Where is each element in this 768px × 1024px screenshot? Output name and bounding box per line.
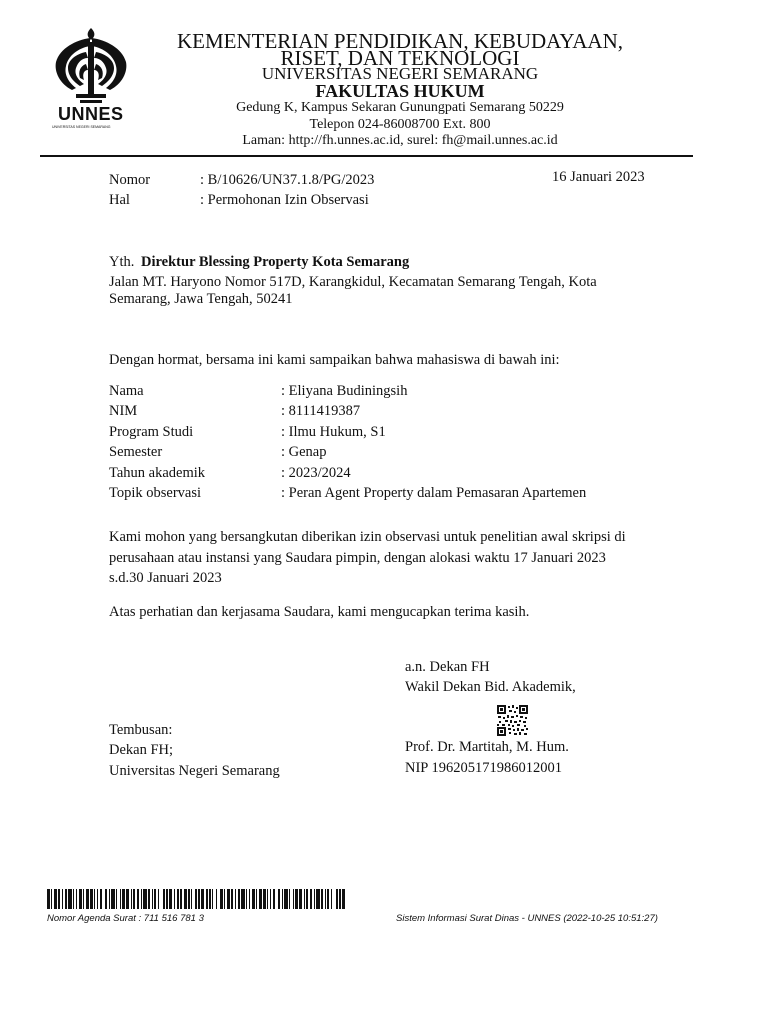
barcode-bar [180, 889, 182, 909]
barcode-bar [90, 889, 93, 909]
barcode-bar [83, 889, 84, 909]
student-row [109, 424, 193, 441]
barcode-bar [256, 889, 257, 909]
barcode-bar [273, 889, 275, 909]
barcode-bar [198, 889, 200, 909]
ministry-line-2: RISET, DAN TEKNOLOGI [280, 46, 520, 70]
barcode-bar [278, 889, 280, 909]
recipient-address-1: Jalan MT. Haryono Nomor 517D, Karangkidul, Kecamatan Semarang Tengah, Kota [109, 274, 597, 290]
barcode-bar [188, 889, 190, 909]
barcode-bar [310, 889, 312, 909]
barcode-bar [195, 889, 197, 909]
unnes-emblem-icon [46, 28, 136, 106]
barcode-bar [293, 889, 294, 909]
barcode-bar [62, 889, 63, 909]
barcode-bar [133, 889, 135, 909]
recipient-name: Direktur Blessing Property Kota Semarang [141, 254, 410, 270]
request-paragraph-line-1: Kami mohon yang bersangkutan diberikan izin observasi untuk penelitian awal skripsi di [109, 529, 626, 545]
student-value: : Eliyana Budiningsih [281, 383, 408, 399]
barcode-bar [86, 889, 89, 909]
barcode-bar [143, 889, 147, 909]
barcode-bar [216, 889, 217, 909]
student-label: NIM [109, 403, 138, 419]
student-row [109, 403, 137, 420]
barcode-bar [79, 889, 82, 909]
barcode-bar [238, 889, 240, 909]
recipient-block [109, 254, 409, 271]
barcode-bar [191, 889, 192, 909]
student-value: : Genap [281, 444, 327, 460]
student-label: Semester [109, 444, 163, 460]
tembusan-item-2: Universitas Negeri Semarang [109, 763, 280, 779]
barcode-bar [97, 889, 98, 909]
barcode-bar [51, 889, 52, 909]
barcode-bar [126, 889, 129, 909]
barcode-bar [174, 889, 175, 909]
student-label: Program Studi [109, 424, 194, 440]
signature-line-2: Wakil Dekan Bid. Akademik, [405, 679, 576, 695]
barcode-bar [166, 889, 168, 909]
student-value: : Ilmu Hukum, S1 [281, 424, 386, 440]
barcode-bar [141, 889, 142, 909]
opening-sentence: Dengan hormat, bersama ini kami sampaikan bahwa mahasiswa di bawah ini: [109, 352, 560, 368]
request-paragraph-line-3: s.d.30 Januari 2023 [109, 570, 222, 586]
barcode-bar [316, 889, 320, 909]
barcode-bar [336, 889, 338, 909]
barcode-bar [201, 889, 204, 909]
barcode-bar [212, 889, 213, 909]
barcode-bar [331, 889, 332, 909]
barcode-bar [54, 889, 57, 909]
barcode-bar [249, 889, 250, 909]
nomor-label: Nomor [109, 172, 151, 188]
barcode-bar [68, 889, 72, 909]
barcode-bar [122, 889, 125, 909]
barcode-bar [241, 889, 245, 909]
faculty-phone: Telepon 024-86008700 Ext. 800 [309, 117, 491, 132]
barcode-bar [325, 889, 326, 909]
barcode-bar [105, 889, 107, 909]
barcode-bar [58, 889, 60, 909]
student-label: Topik observasi [109, 485, 202, 501]
tembusan-title: Tembusan: [109, 722, 173, 738]
qr-code-icon [497, 705, 528, 736]
barcode-bar [339, 889, 341, 909]
letterhead-divider [40, 155, 693, 157]
hal-value: : Permohonan Izin Observasi [200, 192, 369, 208]
barcode-bar [270, 889, 271, 909]
student-value: : 8111419387 [281, 403, 361, 419]
student-label: Tahun akademik [109, 465, 206, 481]
barcode-bar [109, 889, 110, 909]
agenda-number: Nomor Agenda Surat : 711 516 781 3 [47, 913, 204, 924]
barcode-bar [289, 889, 290, 909]
barcode-bar [154, 889, 156, 909]
closing-sentence: Atas perhatian dan kerjasama Saudara, kami mengucapkan terima kasih. [109, 604, 530, 620]
barcode-bar [306, 889, 308, 909]
hal-label: Hal [109, 192, 130, 208]
unnes-logo [46, 28, 136, 134]
signature-line-1: a.n. Dekan FH [405, 659, 490, 675]
barcode-bar [163, 889, 165, 909]
barcode-bar [131, 889, 132, 909]
barcode-bar [158, 889, 159, 909]
barcode-bar [259, 889, 262, 909]
barcode-bar [231, 889, 233, 909]
barcode-bar [342, 889, 345, 909]
barcode-bar [73, 889, 74, 909]
tembusan-item-1: Dekan FH; [109, 742, 174, 758]
student-row [109, 444, 162, 461]
barcode-bar [327, 889, 329, 909]
barcode-bar [148, 889, 150, 909]
signatory-name: Prof. Dr. Martitah, M. Hum. [405, 739, 569, 755]
barcode-bar [169, 889, 172, 909]
barcode-bar [94, 889, 95, 909]
barcode-bar [206, 889, 208, 909]
barcode-bar [220, 889, 223, 909]
student-value: : 2023/2024 [281, 465, 351, 481]
barcode-bar [267, 889, 268, 909]
barcode-bar [246, 889, 247, 909]
barcode-bar [282, 889, 283, 909]
barcode-bar [295, 889, 298, 909]
recipient-prefix: Yth. [109, 254, 135, 270]
barcode-bar [120, 889, 121, 909]
recipient-address-2: Semarang, Jawa Tengah, 50241 [109, 291, 293, 307]
student-row [109, 485, 201, 502]
student-label: Nama [109, 383, 144, 399]
barcode-bar [177, 889, 179, 909]
barcode-bar [314, 889, 315, 909]
barcode-bar [263, 889, 266, 909]
barcode-bar [111, 889, 115, 909]
barcode-icon [47, 889, 347, 909]
barcode-bar [321, 889, 323, 909]
letter-date: 16 Januari 2023 [552, 169, 645, 185]
barcode-bar [137, 889, 139, 909]
student-row [109, 465, 205, 482]
university-name: UNIVERSITAS NEGERI SEMARANG [261, 64, 539, 83]
barcode-bar [116, 889, 117, 909]
barcode-bar [76, 889, 77, 909]
faculty-address: Gedung K, Kampus Sekaran Gunungpati Semarang 50229 [236, 100, 564, 115]
barcode-bar [100, 889, 102, 909]
system-info: Sistem Informasi Surat Dinas - UNNES (2022-10-25 10:51:27) [396, 913, 658, 924]
barcode-bar [284, 889, 288, 909]
barcode-bar [65, 889, 67, 909]
student-row [109, 383, 144, 400]
barcode-bar [227, 889, 230, 909]
barcode-bar [152, 889, 153, 909]
barcode-bar [252, 889, 255, 909]
barcode-bar [304, 889, 305, 909]
student-value: : Peran Agent Property dalam Pemasaran Apartemen [281, 485, 587, 501]
signatory-nip: NIP 196205171986012001 [405, 760, 562, 776]
barcode-bar [184, 889, 187, 909]
nomor-value: : B/10626/UN37.1.8/PG/2023 [200, 172, 375, 188]
ministry-line-1: KEMENTERIAN PENDIDIKAN, KEBUDAYAAN, [176, 29, 624, 53]
logo-text: UNNES [58, 104, 124, 124]
faculty-name: FAKULTAS HUKUM [315, 81, 485, 101]
request-paragraph-line-2: perusahaan atau instansi yang Saudara pimpin, dengan alokasi waktu 17 Januari 2023 [109, 550, 606, 566]
barcode-bar [47, 889, 50, 909]
barcode-bar [235, 889, 236, 909]
barcode-bar [224, 889, 225, 909]
logo-subtext: UNIVERSITAS NEGERI SEMARANG [52, 125, 111, 129]
barcode-bar [299, 889, 302, 909]
faculty-web-email: Laman: http://fh.unnes.ac.id, surel: fh@mail.unnes.ac.id [242, 133, 558, 148]
barcode-bar [209, 889, 211, 909]
